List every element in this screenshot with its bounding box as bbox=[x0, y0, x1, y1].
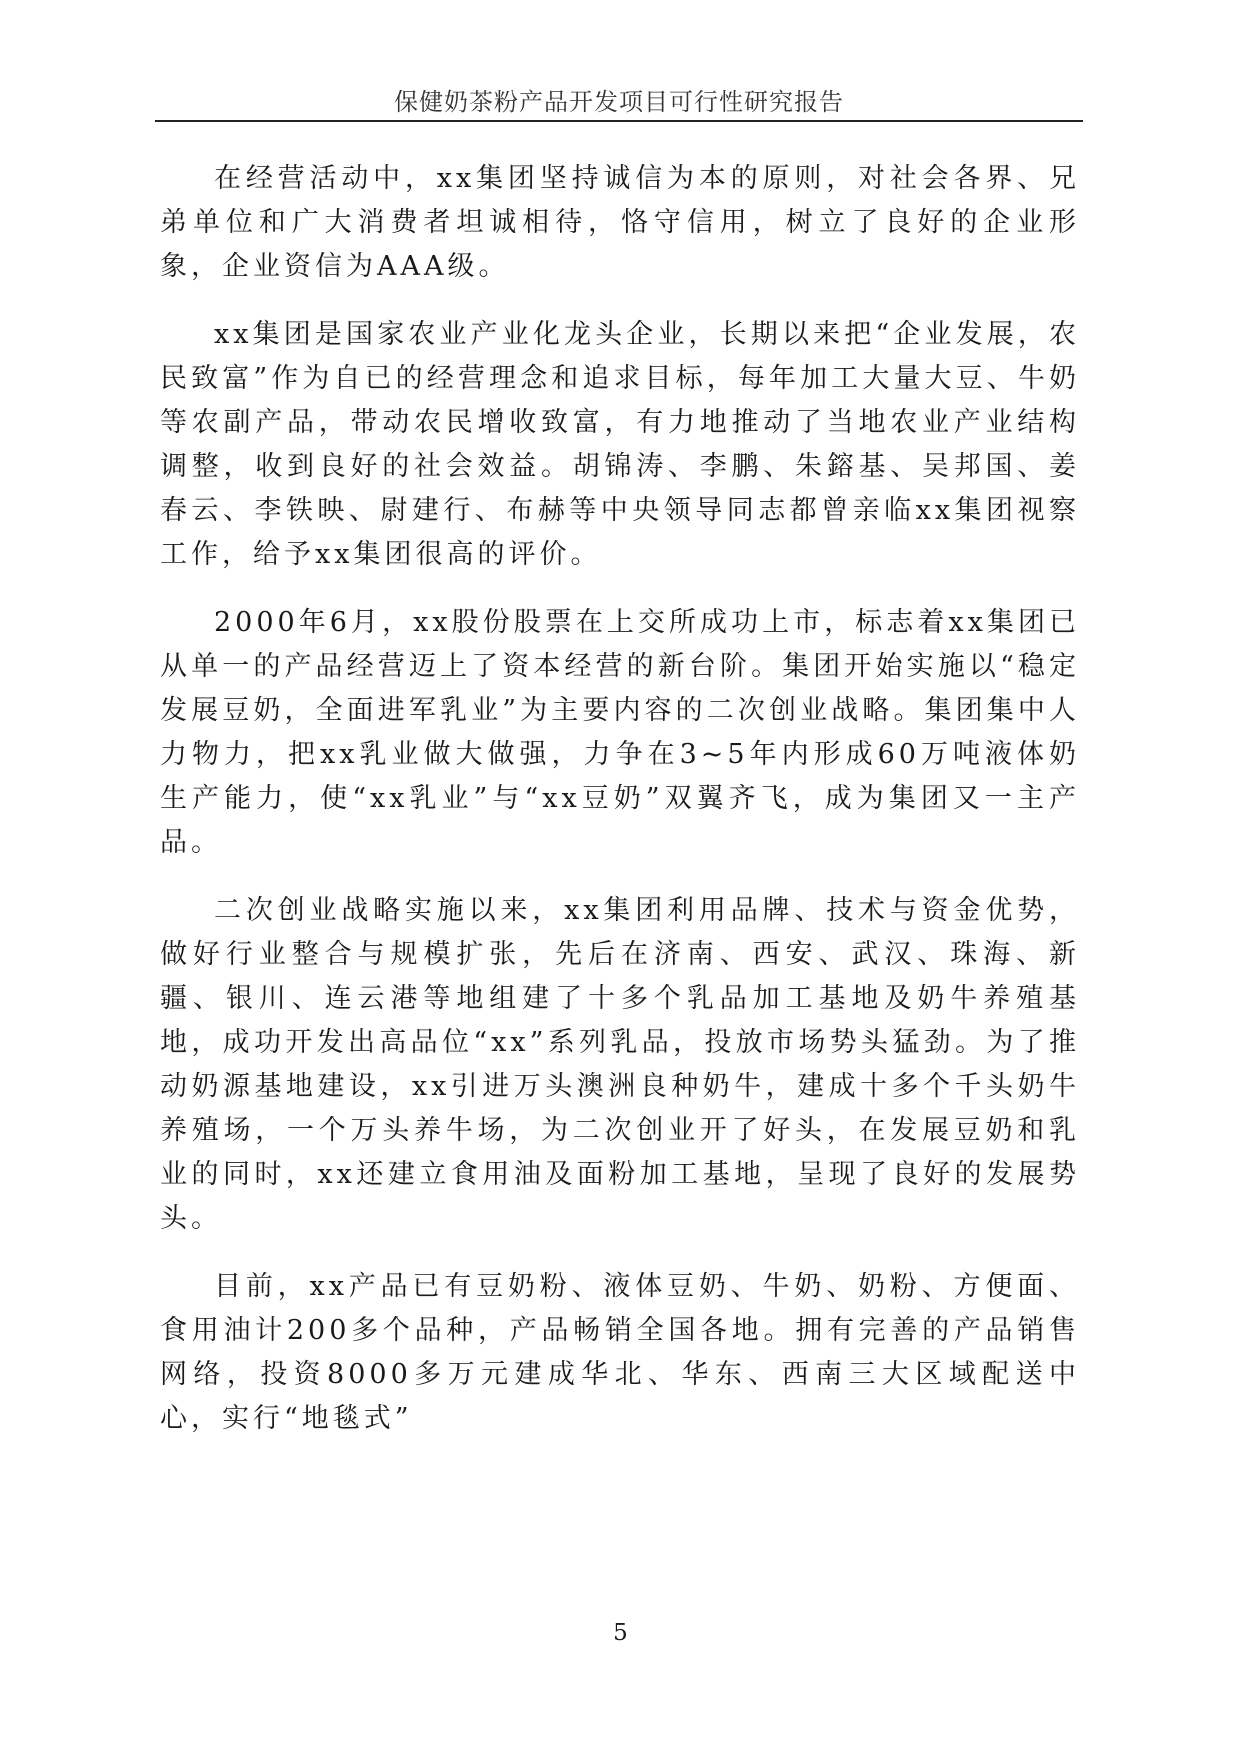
paragraph-listing-strategy: 2000年6月，xx股份股票在上交所成功上市，标志着xx集团已从单一的产品经营迈上了资本经营的新台阶。集团开始实施以“稳定发展豆奶，全面进军乳业”为主要内容的二次创业战略。集团集中人力物力，把xx乳业做大做强，力争在3~5年内形成60万吨液体奶生产能力，使“xx乳业”与“xx豆奶”双翼齐飞，成为集团又一主产品。 bbox=[160, 607, 1080, 858]
page-number: 5 bbox=[613, 1620, 628, 1646]
page-header-title: 保健奶茶粉产品开发项目可行性研究报告 bbox=[394, 88, 844, 116]
paragraph-credit-rating: 在经营活动中，xx集团坚持诚信为本的原则，对社会各界、兄弟单位和广大消费者坦诚相待，恪守信用，树立了良好的企业形象，企业资信为AAA级。 bbox=[160, 163, 1080, 282]
header-divider bbox=[155, 120, 1083, 122]
document-body bbox=[160, 157, 1080, 1441]
paragraph-second-venture: 二次创业战略实施以来，xx集团利用品牌、技术与资金优势，做好行业整合与规模扩张，先后在济南、西安、武汉、珠海、新疆、银川、连云港等地组建了十多个乳品加工基地及奶牛养殖基地，成功开发出高品位“xx”系列乳品，投放市场势头猛劲。为了推动奶源基地建设，xx引进万头澳洲良种奶牛，建成十多个千头奶牛养殖场，一个万头养牛场，为二次创业开了好头，在发展豆奶和乳业的同时，xx还建立食用油及面粉加工基地，呈现了良好的发展势头。 bbox=[160, 895, 1080, 1234]
paragraph-agricultural-leader: xx集团是国家农业产业化龙头企业，长期以来把“企业发展，农民致富”作为自已的经营理念和追求目标，每年加工大量大豆、牛奶等农副产品，带动农民增收致富，有力地推动了当地农业产业结构调整，收到良好的社会效益。胡锦涛、李鹏、朱鎔基、吴邦国、姜春云、李铁映、尉建行、布赫等中央领导同志都曾亲临xx集团视察工作，给予xx集团很高的评价。 bbox=[160, 319, 1080, 570]
paragraph-products-network: 目前，xx产品已有豆奶粉、液体豆奶、牛奶、奶粉、方便面、食用油计200多个品种，产品畅销全国各地。拥有完善的产品销售网络，投资8000多万元建成华北、华东、西南三大区域配送中心，实行“地毯式” bbox=[160, 1271, 1080, 1434]
